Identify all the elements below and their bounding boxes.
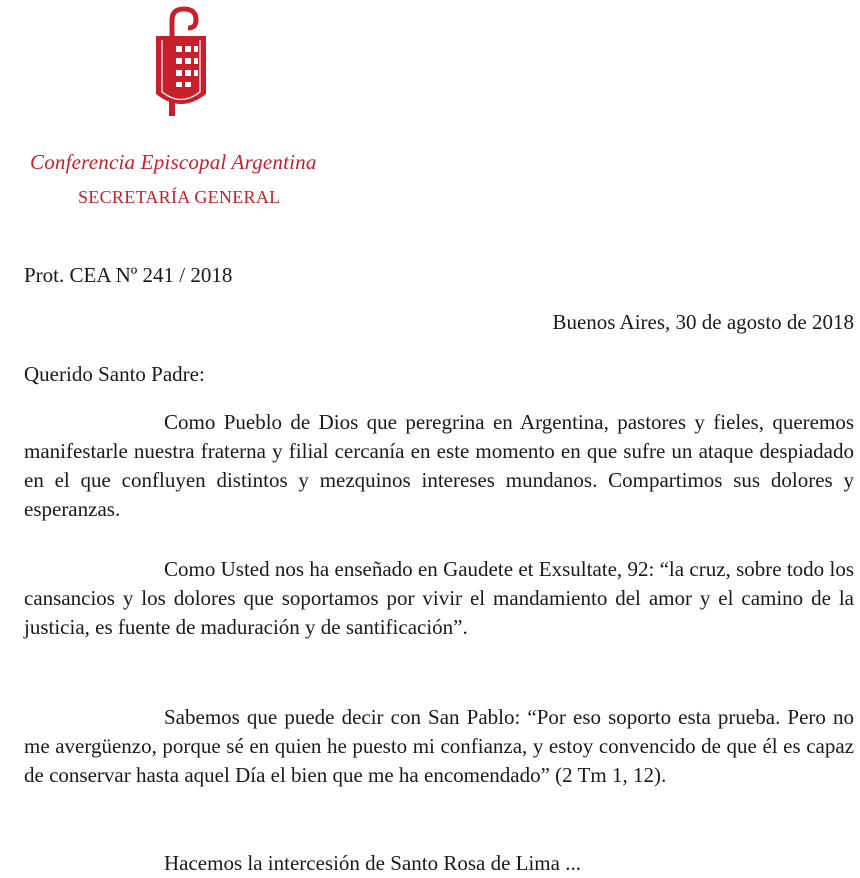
protocol-reference: Prot. CEA Nº 241 / 2018 — [24, 263, 233, 287]
organization-name: Conferencia Episcopal Argentina — [30, 150, 317, 174]
paragraph-2: Como Usted nos ha enseñado en Gaudete et Exsultate, 92: “la cruz, sobre todo los cansancios y los dolores que soportamos por vivir el mandamiento del amor y el camino de la justicia, es fuente de maduración y de santificación”. — [24, 557, 854, 639]
department-name: SECRETARÍA GENERAL — [78, 187, 281, 207]
paragraph-1: Como Pueblo de Dios que peregrina en Argentina, pastores y fieles, queremos manifestarle nuestra fraterna y filial cercanía en este momento en que sufre un ataque despiadado en el que confluyen distintos y mezquinos intereses mundanos. Compartimos sus dolores y esperanzas. — [24, 410, 854, 521]
episcopal-seal-logo — [150, 6, 212, 118]
date-line: Buenos Aires, 30 de agosto de 2018 — [552, 310, 854, 334]
paragraph-3: Sabemos que puede decir con San Pablo: “Por eso soporto esta prueba. Pero no me avergüenzo, porque sé en quien he puesto mi confianza, y estoy convencido de que él es capaz de conservar hasta aquel Día el bien que me ha encomendado” (2 Tm 1, 12). — [24, 705, 854, 787]
paragraph-4-partial: Hacemos la intercesión de Santo Rosa de Lima ... — [164, 851, 581, 875]
salutation: Querido Santo Padre: — [24, 362, 205, 386]
